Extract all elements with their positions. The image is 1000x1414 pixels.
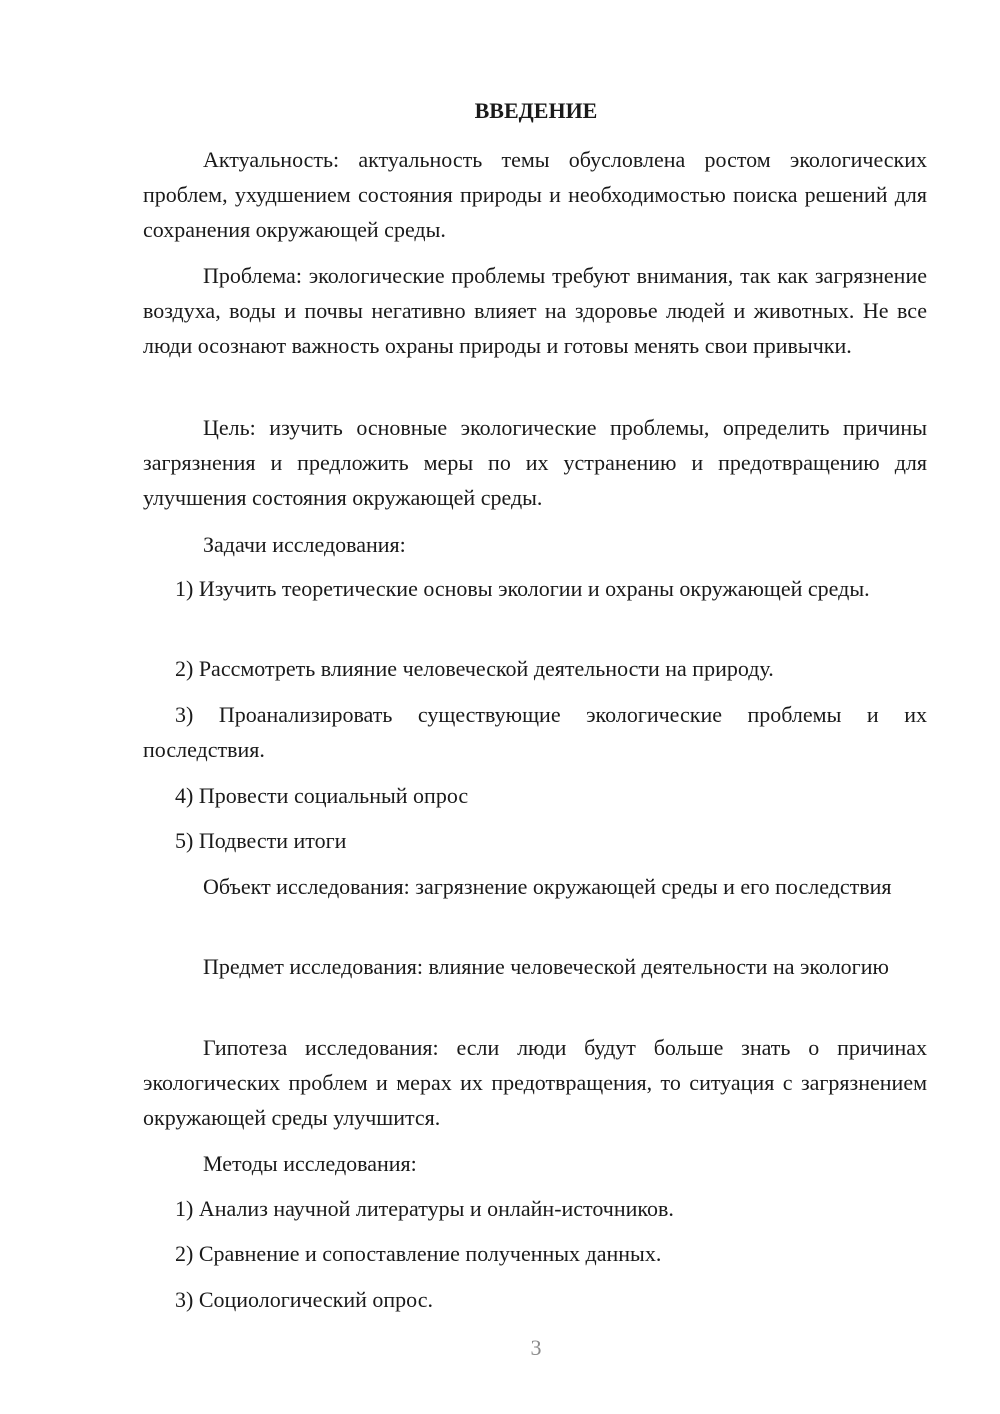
list-item-task-4: 4) Провести социальный опрос <box>175 783 469 808</box>
list-item-task-5: 5) Подвести итоги <box>175 828 347 853</box>
paragraph-relevance: Актуальность: актуальность темы обусловлена ростом экологических проблем, ухудшением состояния природы и необходимостью поиска решений для сохранения окружающей среды. <box>143 147 927 242</box>
paragraph-object: Объект исследования: загрязнение окружающей среды и его последствия <box>203 874 892 899</box>
list-item-method-3: 3) Социологический опрос. <box>175 1287 433 1312</box>
list-item-task-2: 2) Рассмотреть влияние человеческой деятельности на природу. <box>175 656 774 681</box>
list-item-task-1: 1) Изучить теоретические основы экологии и охраны окружающей среды. <box>175 576 870 601</box>
paragraph-methods-heading: Методы исследования: <box>203 1151 417 1176</box>
paragraph-hypothesis: Гипотеза исследования: если люди будут больше знать о причинах экологических проблем и мерах их предотвращения, то ситуация с загрязнением окружающей среды улучшится. <box>143 1035 927 1130</box>
paragraph-subject: Предмет исследования: влияние человеческой деятельности на экологию <box>203 954 889 979</box>
list-item-task-3: 3) Проанализировать существующие экологические проблемы и их последствия. <box>143 702 927 762</box>
list-item-method-1: 1) Анализ научной литературы и онлайн-источников. <box>175 1196 674 1221</box>
page-title: ВВЕДЕНИЕ <box>474 98 598 123</box>
page-number: 3 <box>530 1335 542 1360</box>
paragraph-goal: Цель: изучить основные экологические проблемы, определить причины загрязнения и предложить меры по их устранению и предотвращению для улучшения состояния окружающей среды. <box>143 415 927 510</box>
paragraph-tasks-heading: Задачи исследования: <box>203 532 406 557</box>
paragraph-problem: Проблема: экологические проблемы требуют внимания, так как загрязнение воздуха, воды и почвы негативно влияет на здоровье людей и животных. Не все люди осознают важность охраны природы и готовы менять свои привычки. <box>143 263 927 358</box>
list-item-method-2: 2) Сравнение и сопоставление полученных данных. <box>175 1241 662 1266</box>
